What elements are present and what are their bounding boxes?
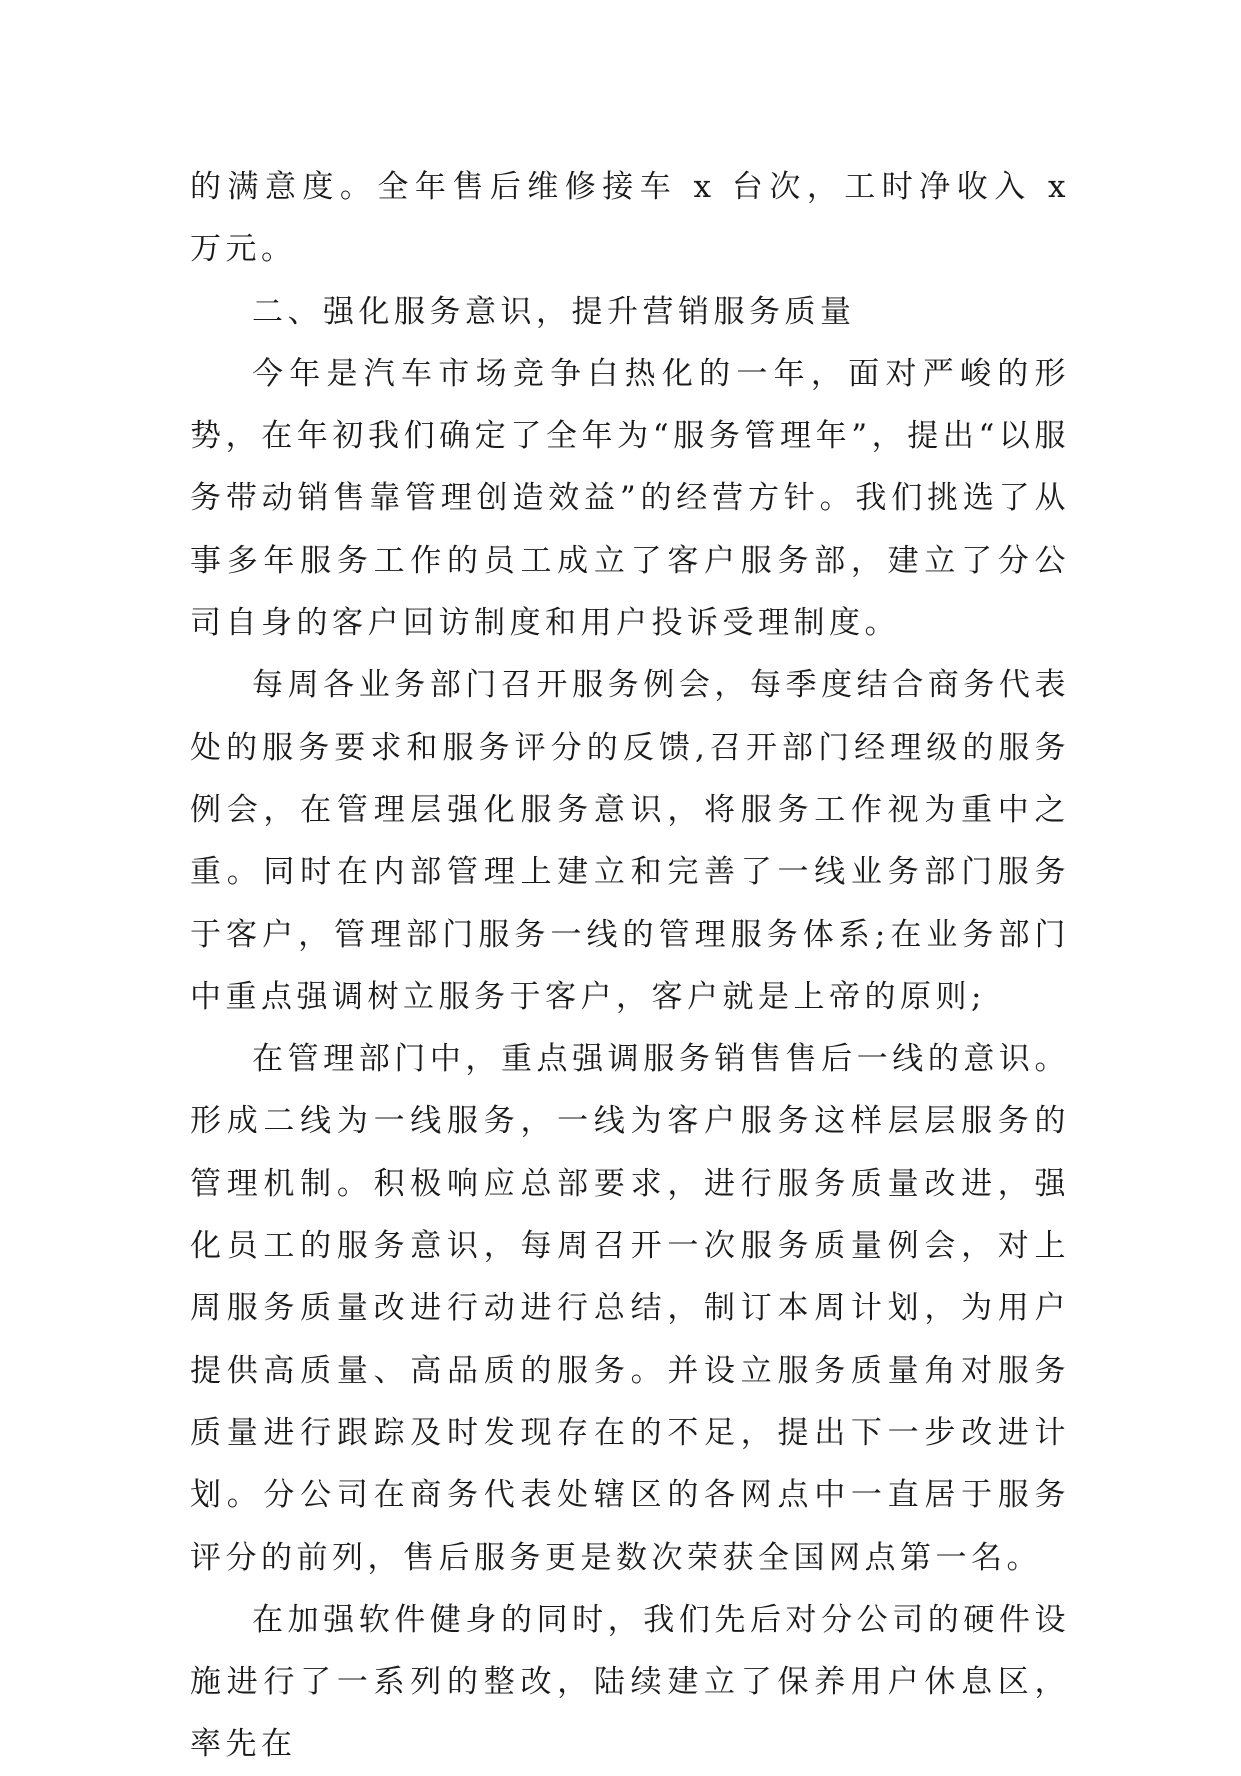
document-body: [190, 156, 1070, 1776]
paragraph: 每周各业务部门召开服务例会，每季度结合商务代表处的服务要求和服务评分的反馈,召开部门经理级的服务例会，在管理层强化服务意识，将服务工作视为重中之重。同时在内部管理上建立和完善了一线业务部门服务于客户，管理部门服务一线的管理服务体系;在业务部门中重点强调树立服务于客户，客户就是上帝的原则;: [190, 667, 1070, 1015]
paragraph-continuation: 的满意度。全年售后维修接车 x 台次，工时净收入 x 万元。: [190, 169, 1070, 268]
section-heading: 二、强化服务意识，提升营销服务质量: [252, 293, 856, 330]
paragraph: 今年是汽车市场竞争白热化的一年，面对严峻的形势，在年初我们确定了全年为“服务管理年”，提出“以服务带动销售靠管理创造效益”的经营方针。我们挑选了从事多年服务工作的员工成立了客户服务部，建立了分公司自身的客户回访制度和用户投诉受理制度。: [190, 355, 1070, 642]
paragraph: 在加强软件健身的同时，我们先后对分公司的硬件设施进行了一系列的整改，陆续建立了保养用户休息区，率先在: [190, 1601, 1070, 1763]
paragraph: 在管理部门中，重点强调服务销售售后一线的意识。形成二线为一线服务，一线为客户服务这样层层服务的管理机制。积极响应总部要求，进行服务质量改进，强化员工的服务意识，每周召开一次服务质量例会，对上周服务质量改进行动进行总结，制订本周计划，为用户提供高质量、高品质的服务。并设立服务质量角对服务质量进行跟踪及时发现存在的不足，提出下一步改进计划。分公司在商务代表处辖区的各网点中一直居于服务评分的前列，售后服务更是数次荣获全国网点第一名。: [190, 1041, 1070, 1576]
